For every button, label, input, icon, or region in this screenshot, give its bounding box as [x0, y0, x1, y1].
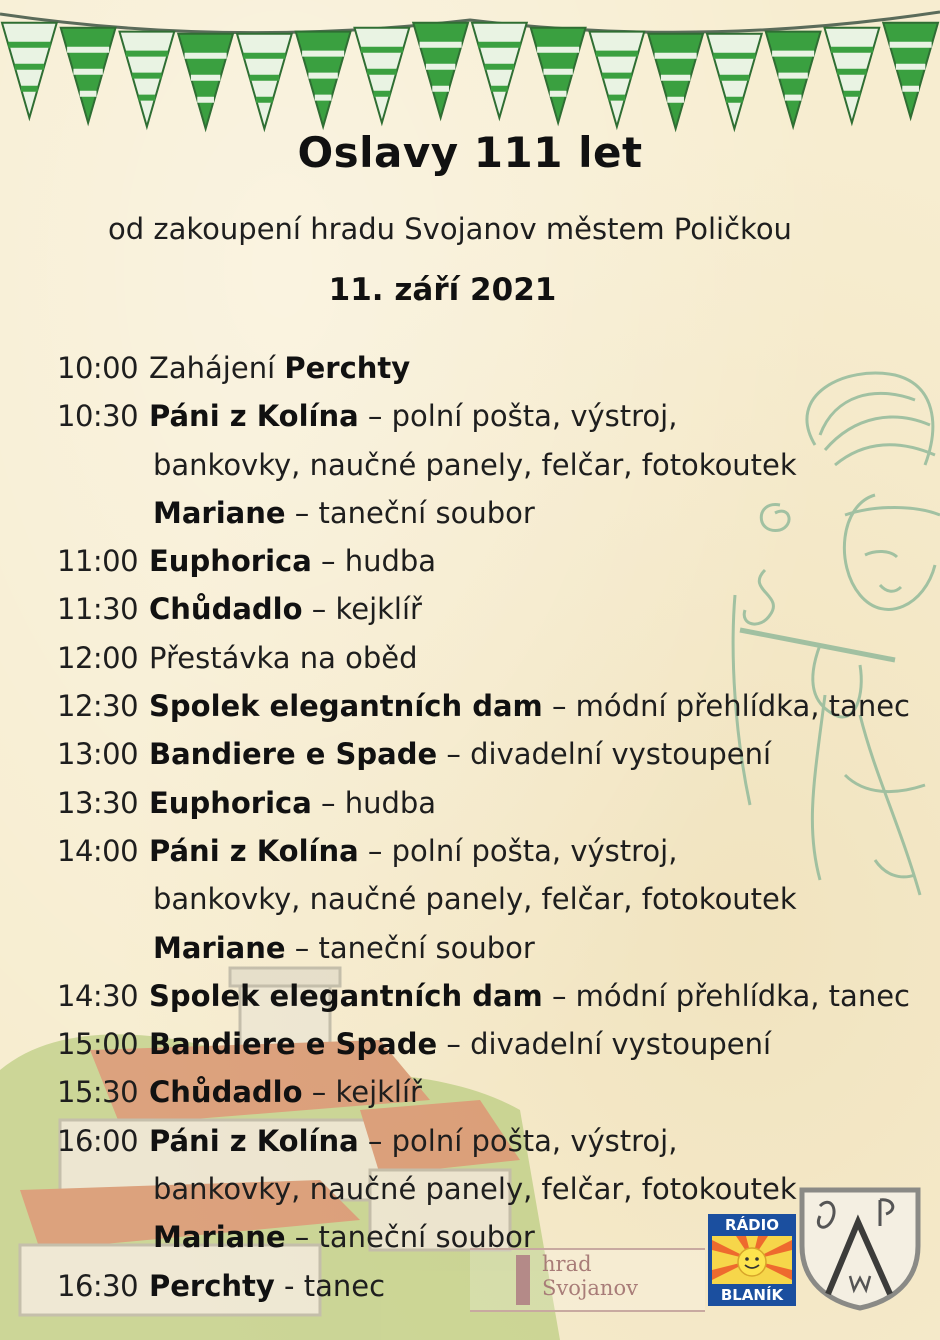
schedule-description: – taneční soubor — [285, 930, 535, 965]
schedule-time: 11:00 — [57, 544, 139, 579]
performer-name: Bandiere e Spade — [149, 1027, 438, 1062]
schedule-text — [149, 1068, 422, 1116]
schedule-row — [57, 730, 917, 778]
schedule-time: 15:30 — [57, 1075, 139, 1110]
schedule-time: 16:30 — [57, 1268, 139, 1303]
schedule-text — [149, 344, 410, 392]
bunting-flag — [61, 28, 116, 123]
logo-line-svojanov: Svojanov — [542, 1276, 638, 1300]
hrad-svojanov-logo — [470, 1248, 705, 1312]
schedule-time: 12:00 — [57, 640, 139, 675]
schedule-description: – polní pošta, výstroj, — [358, 1123, 678, 1158]
schedule-row — [57, 924, 917, 972]
schedule-text — [149, 585, 422, 633]
schedule-row — [57, 634, 917, 682]
schedule-description: – taneční soubor — [285, 495, 535, 530]
schedule-row — [57, 779, 917, 827]
schedule-time: 12:30 — [57, 689, 139, 724]
performer-name: Euphorica — [149, 785, 312, 820]
sun-icon — [712, 1236, 792, 1284]
schedule-row — [57, 972, 917, 1020]
schedule-text — [149, 682, 910, 730]
schedule-text-plain: bankovky, naučné panely, felčar, fotokoutek — [153, 1172, 797, 1207]
bunting-flag — [120, 32, 175, 127]
schedule-text — [149, 634, 418, 682]
schedule-text — [149, 1262, 385, 1310]
schedule-time: 10:30 — [57, 399, 139, 434]
bunting-flag — [766, 32, 821, 127]
schedule-row — [57, 344, 917, 392]
schedule-text-plain: Zahájení — [149, 351, 285, 385]
schedule-row — [57, 875, 917, 923]
event-date: 11. září 2021 — [328, 272, 557, 308]
schedule-row — [57, 1068, 917, 1116]
schedule-description: – hudba — [311, 785, 437, 820]
schedule-text — [153, 1165, 797, 1213]
schedule-description: – divadelní vystoupení — [437, 1027, 772, 1062]
bunting-flag — [237, 34, 292, 129]
schedule-text — [153, 441, 797, 489]
schedule-time: 11:30 — [57, 592, 139, 627]
radio-blanik-logo — [708, 1214, 796, 1306]
schedule-row — [57, 441, 917, 489]
tower-icon — [516, 1255, 530, 1305]
schedule-time: 13:00 — [57, 737, 139, 772]
performer-name: Mariane — [153, 1220, 286, 1255]
schedule-row — [57, 537, 917, 585]
performer-name: Mariane — [153, 495, 286, 530]
bunting-flag — [413, 23, 468, 118]
logo-line-hrad: hrad — [542, 1252, 592, 1276]
schedule-row — [57, 489, 917, 537]
bunting-flag — [355, 28, 410, 123]
town-crest — [798, 1186, 922, 1311]
schedule-text — [149, 779, 436, 827]
poster-title: Oslavy 111 let — [297, 128, 643, 177]
schedule-row — [57, 682, 917, 730]
schedule-time: 10:00 — [57, 351, 139, 385]
schedule-text — [149, 827, 677, 875]
performer-name: Páni z Kolína — [149, 1123, 359, 1158]
schedule-description: – taneční soubor — [285, 1220, 535, 1255]
performer-name: Páni z Kolína — [149, 399, 359, 434]
performer-name: Spolek elegantních dam — [149, 978, 543, 1013]
schedule-text-plain: bankovky, naučné panely, felčar, fotokoutek — [153, 882, 797, 917]
schedule-time: 13:30 — [57, 785, 139, 820]
schedule-row — [57, 1117, 917, 1165]
schedule-text-plain: bankovky, naučné panely, felčar, fotokoutek — [153, 447, 797, 482]
bunting-flag — [2, 23, 57, 118]
performer-name: Euphorica — [149, 544, 312, 579]
poster-subtitle: od zakoupení hradu Svojanov městem Poličkou — [108, 212, 792, 246]
program-schedule — [57, 344, 917, 1310]
schedule-text — [149, 392, 677, 440]
bunting-flag — [648, 34, 703, 129]
performer-name: Spolek elegantních dam — [149, 689, 543, 724]
schedule-description: – polní pošta, výstroj, — [358, 833, 678, 868]
schedule-text — [153, 875, 797, 923]
schedule-row — [57, 392, 917, 440]
bunting-flag — [883, 23, 938, 118]
schedule-row — [57, 1165, 917, 1213]
schedule-description: – polní pošta, výstroj, — [358, 399, 678, 434]
bunting-flag — [472, 23, 527, 118]
schedule-description: – divadelní vystoupení — [437, 737, 772, 772]
bunting-flag — [178, 34, 233, 129]
schedule-row — [57, 1020, 917, 1068]
schedule-time: 14:00 — [57, 833, 139, 868]
schedule-description: – kejklíř — [302, 592, 422, 627]
bunting-flag — [590, 32, 645, 127]
radio-logo-top: RÁDIO — [725, 1216, 779, 1234]
performer-name: Chůdadlo — [149, 592, 303, 627]
schedule-description: – kejklíř — [302, 1075, 422, 1110]
performer-name: Páni z Kolína — [149, 833, 359, 868]
schedule-text — [149, 972, 910, 1020]
performer-name: Chůdadlo — [149, 1075, 303, 1110]
schedule-description: – módní přehlídka, tanec — [542, 689, 910, 724]
schedule-text — [153, 924, 535, 972]
performer-name: Perchty — [284, 351, 411, 385]
performer-name: Perchty — [149, 1268, 275, 1303]
schedule-row — [57, 827, 917, 875]
schedule-time: 16:00 — [57, 1123, 139, 1158]
performer-name: Bandiere e Spade — [149, 737, 438, 772]
schedule-text — [149, 537, 436, 585]
radio-logo-bottom: BLANÍK — [720, 1286, 784, 1304]
schedule-time: 14:30 — [57, 978, 139, 1013]
schedule-text — [149, 1117, 677, 1165]
schedule-text — [149, 730, 771, 778]
bunting-decoration — [0, 0, 940, 135]
bunting-flag — [296, 32, 351, 127]
schedule-text — [149, 1020, 771, 1068]
bunting-flag — [707, 34, 762, 129]
schedule-description: - tanec — [274, 1268, 386, 1303]
schedule-text-plain: Přestávka na oběd — [149, 640, 418, 675]
bunting-flag — [825, 28, 880, 123]
bunting-flag — [531, 28, 586, 123]
schedule-time: 15:00 — [57, 1027, 139, 1062]
schedule-description: – módní přehlídka, tanec — [542, 978, 910, 1013]
performer-name: Mariane — [153, 930, 286, 965]
schedule-row — [57, 585, 917, 633]
schedule-description: – hudba — [311, 544, 437, 579]
schedule-text — [153, 489, 535, 537]
